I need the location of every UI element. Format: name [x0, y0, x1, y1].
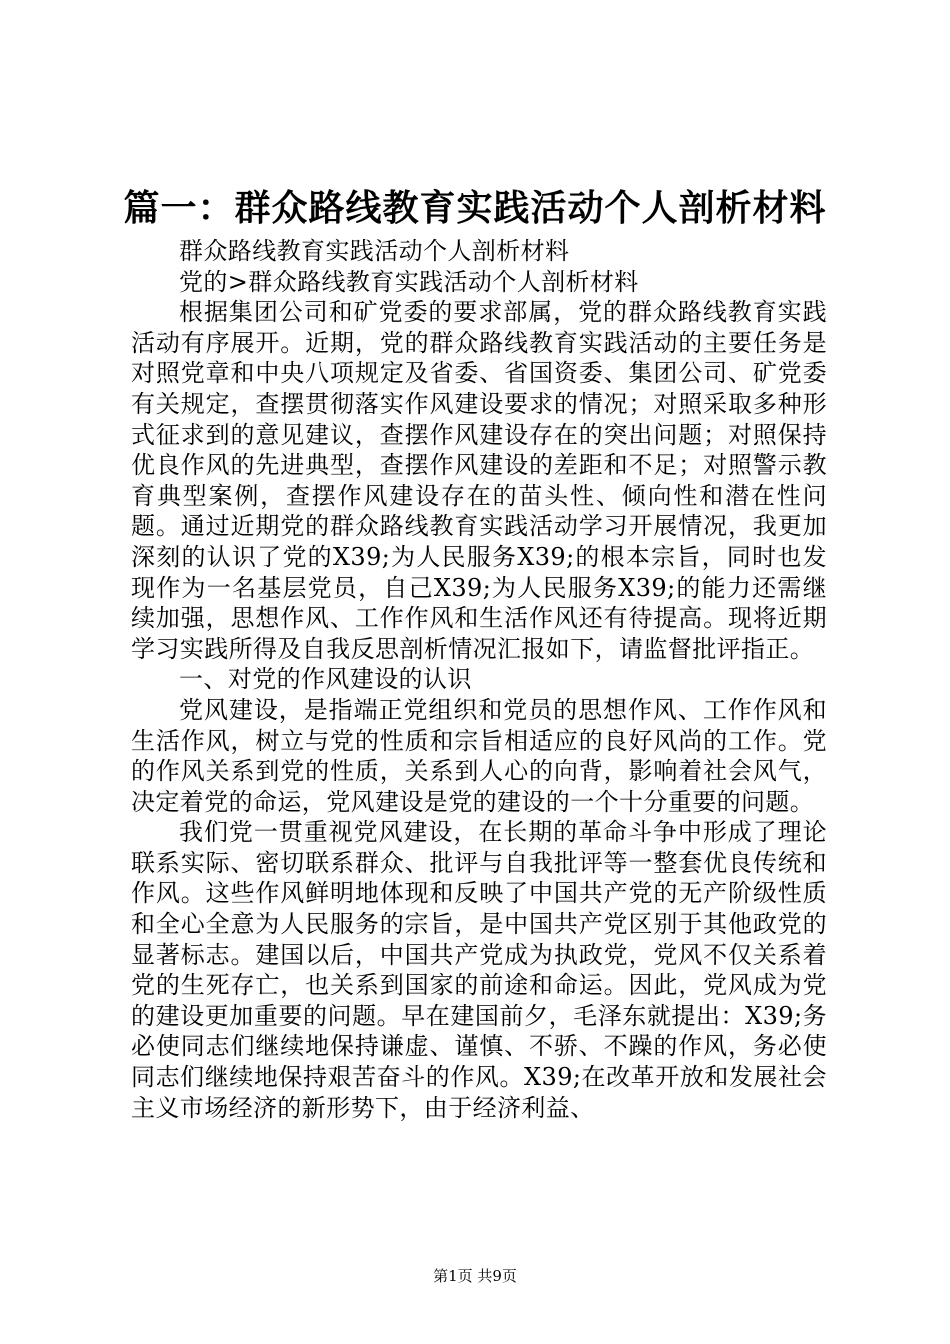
paragraph: 我们党一贯重视党风建设，在长期的革命斗争中形成了理论联系实际、密切联系群众、批评与自我批评等一整套优良传统和作风。这些作风鲜明地体现和反映了中国共产党的无产阶级性质和全心全意为人民服务的宗旨，是中国共产党区别于其他政党的显著标志。建国以后，中国共产党成为执政党，党风不仅关系着党的生死存亡，也关系到国家的前途和命运。因此，党风成为党的建设更加重要的问题。早在建国前夕，毛泽东就提出：X39;务必使同志们继续地保持谦虚、谨慎、不骄、不躁的作风，务必使同志们继续地保持艰苦奋斗的作风。X39;在改革开放和发展社会主义市场经济的新形势下，由于经济利益、 [131, 818, 827, 1122]
paragraph: 根据集团公司和矿党委的要求部属，党的群众路线教育实践活动有序展开。近期，党的群众路线教育实践活动的主要任务是对照党章和中央八项规定及省委、省国资委、集团公司、矿党委有关规定，查摆贯彻落实作风建设要求的情况；对照采取多种形式征求到的意见建议，查摆作风建设存在的突出问题；对照保持优良作风的先进典型，查摆作风建设的差距和不足；对照警示教育典型案例，查摆作风建设存在的苗头性、倾向性和潜在性问题。通过近期党的群众路线教育实践活动学习开展情况，我更加深刻的认识了党的X39;为人民服务X39;的根本宗旨，同时也发现作为一名基层党员，自己X39;为人民服务X39;的能力还需继续加强，思想作风、工作作风和生活作风还有待提高。现将近期学习实践所得及自我反思剖析情况汇报如下，请监督批评指正。 [131, 298, 827, 663]
paragraph: 群众路线教育实践活动个人剖析材料 [179, 237, 570, 265]
document-body [131, 236, 827, 1123]
document-title: 篇一：群众路线教育实践活动个人剖析材料 [123, 187, 827, 229]
section-heading: 一、对党的作风建设的认识 [179, 665, 472, 694]
paragraph: 党的>群众路线教育实践活动个人剖析材料 [179, 267, 639, 296]
paragraph: 党风建设，是指端正党组织和党员的思想作风、工作作风和生活作风，树立与党的性质和宗旨相适应的良好风尚的工作。党的作风关系到党的性质，关系到人心的向背，影响着社会风气，决定着党的命运，党风建设是党的建设的一个十分重要的问题。 [131, 695, 827, 816]
page-footer: 第1页 共9页 [433, 1267, 517, 1285]
